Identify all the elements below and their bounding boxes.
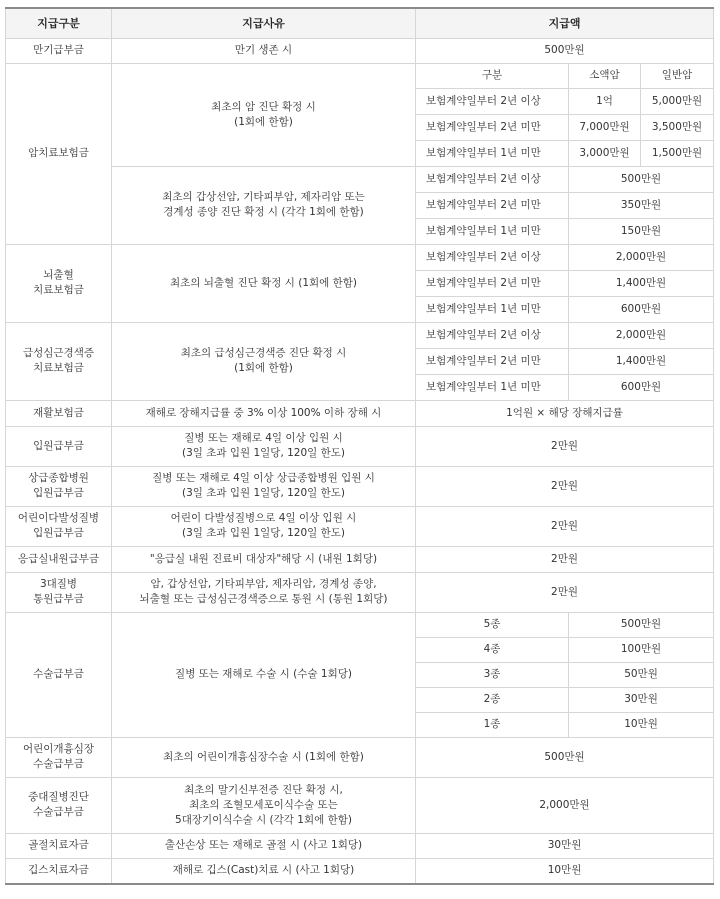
table-row-surgery <box>6 612 714 637</box>
reason-line: 최초의 암 진단 확정 시 <box>211 100 316 113</box>
reason-line: (3일 초과 입원 1일당, 120일 한도) <box>181 527 346 539</box>
amount-cell: 1,400만원 <box>569 348 714 374</box>
reason-line: 질병 또는 재해로 4일 이상 입원 시 <box>184 432 343 444</box>
table-row-rehab <box>6 400 714 426</box>
category-line: 급성심근경색증 <box>22 347 94 359</box>
category-cell <box>6 466 112 506</box>
category-cell: 만기급부금 <box>6 38 112 63</box>
header-reason: 지급사유 <box>112 8 416 38</box>
category-line: 통원급부금 <box>33 593 84 605</box>
header-amount: 지급액 <box>416 8 714 38</box>
period-cell: 보험계약일부터 2년 미만 <box>416 270 569 296</box>
reason-line: (1회에 한함) <box>234 115 293 128</box>
sub-header-small: 소액암 <box>569 63 641 88</box>
category-line: 입원급부금 <box>33 527 84 539</box>
table-row-fracture <box>6 833 714 858</box>
category-line: 어린이다발성질병 <box>17 512 100 524</box>
reason-cell: 만기 생존 시 <box>112 38 416 63</box>
reason-cell: 출산손상 또는 재해로 골절 시 (사고 1회당) <box>112 833 416 858</box>
period-cell: 보험계약일부터 2년 미만 <box>416 114 569 140</box>
table-row-child-disease <box>6 506 714 546</box>
reason-line: 최초의 갑상선암, 기타피부암, 제자리암 또는 <box>162 191 365 203</box>
amount-cell: 2만원 <box>416 466 714 506</box>
period-cell: 보험계약일부터 1년 미만 <box>416 296 569 322</box>
sub-header-general: 일반암 <box>641 63 714 88</box>
amount-cell: 500만원 <box>416 737 714 777</box>
reason-line: 질병 또는 재해로 4일 이상 상급종합병원 입원 시 <box>152 472 375 484</box>
amount-cell: 30만원 <box>416 833 714 858</box>
period-cell: 보험계약일부터 1년 미만 <box>416 218 569 244</box>
table-row-three-disease <box>6 572 714 612</box>
reason-cell <box>112 426 416 466</box>
period-cell: 보험계약일부터 1년 미만 <box>416 374 569 400</box>
general-cancer-amount: 1,500만원 <box>641 140 714 166</box>
small-cancer-amount: 7,000만원 <box>569 114 641 140</box>
amount-cell: 600만원 <box>569 296 714 322</box>
reason-line: 암, 갑상선암, 기타피부암, 제자리암, 경계성 종양, <box>150 578 377 590</box>
category-cell <box>6 572 112 612</box>
amount-cell: 2만원 <box>416 546 714 572</box>
category-cell <box>6 506 112 546</box>
reason-line: 최초의 조혈모세포이식수술 또는 <box>189 798 338 811</box>
category-cell: 입원급부금 <box>6 426 112 466</box>
amount-cell: 2만원 <box>416 572 714 612</box>
sub-header-period: 구분 <box>416 63 569 88</box>
period-cell: 보험계약일부터 2년 이상 <box>416 244 569 270</box>
reason-line: (3일 초과 입원 1일당, 120일 한도) <box>181 447 346 459</box>
reason-line: 5대장기이식수술 시 (각각 1회에 한함) <box>175 813 352 826</box>
reason-line: 최초의 급성심근경색증 진단 확정 시 <box>180 347 347 359</box>
table-row-cancer-subheader <box>6 63 714 88</box>
amount-cell: 150만원 <box>569 218 714 244</box>
amount-cell: 50만원 <box>569 662 714 687</box>
category-cell: 응급실내원급부금 <box>6 546 112 572</box>
amount-cell: 1억원 × 해당 장해지급률 <box>416 400 714 426</box>
table-row-hospital <box>6 426 714 466</box>
reason-line: (3일 초과 입원 1일당, 120일 한도) <box>181 487 346 499</box>
reason-cell: 최초의 뇌출혈 진단 확정 시 (1회에 한함) <box>112 244 416 322</box>
table-row-heart <box>6 322 714 348</box>
general-cancer-amount: 3,500만원 <box>641 114 714 140</box>
grade-cell: 5종 <box>416 612 569 637</box>
category-line: 어린이개흉심장 <box>22 743 94 755</box>
amount-cell: 2,000만원 <box>569 322 714 348</box>
category-cell: 수술급부금 <box>6 612 112 737</box>
grade-cell: 1종 <box>416 712 569 737</box>
period-cell: 보험계약일부터 2년 미만 <box>416 192 569 218</box>
table-row-cast <box>6 858 714 884</box>
category-cell: 재활보험금 <box>6 400 112 426</box>
amount-cell: 30만원 <box>569 687 714 712</box>
benefit-table-wrapper <box>5 7 713 885</box>
reason-cell: 재해로 장해지급률 중 3% 이상 100% 이하 장해 시 <box>112 400 416 426</box>
amount-cell: 500만원 <box>416 38 714 63</box>
period-cell: 보험계약일부터 2년 미만 <box>416 348 569 374</box>
reason-cell: 최초의 어린이개흉심장수술 시 (1회에 한함) <box>112 737 416 777</box>
table-row-child-heart <box>6 737 714 777</box>
table-row-cancer-minor <box>6 166 714 192</box>
reason-cell <box>112 166 416 244</box>
reason-cell: 재해로 깁스(Cast)치료 시 (사고 1회당) <box>112 858 416 884</box>
small-cancer-amount: 3,000만원 <box>569 140 641 166</box>
amount-cell: 2,000만원 <box>569 244 714 270</box>
reason-line: 최초의 말기신부전증 진단 확정 시, <box>184 783 343 796</box>
category-line: 중대질병진단 <box>28 791 89 803</box>
reason-cell <box>112 63 416 166</box>
reason-line: (1회에 한함) <box>234 362 293 374</box>
category-cell <box>6 737 112 777</box>
reason-line: 어린이 다발성질병으로 4일 이상 입원 시 <box>170 512 357 524</box>
amount-cell: 500만원 <box>569 166 714 192</box>
small-cancer-amount: 1억 <box>569 88 641 114</box>
period-cell: 보험계약일부터 2년 이상 <box>416 166 569 192</box>
amount-cell: 10만원 <box>416 858 714 884</box>
reason-cell <box>112 466 416 506</box>
benefit-table <box>5 7 714 885</box>
category-cell: 암치료보험금 <box>6 63 112 244</box>
category-line: 수술급부금 <box>33 806 84 818</box>
reason-cell <box>112 572 416 612</box>
period-cell: 보험계약일부터 2년 이상 <box>416 88 569 114</box>
table-row-general-hospital <box>6 466 714 506</box>
amount-cell: 1,400만원 <box>569 270 714 296</box>
reason-cell <box>112 506 416 546</box>
amount-cell: 100만원 <box>569 637 714 662</box>
category-cell <box>6 244 112 322</box>
amount-cell: 2만원 <box>416 426 714 466</box>
reason-cell <box>112 777 416 833</box>
category-line: 상급종합병원 <box>28 472 89 484</box>
period-cell: 보험계약일부터 2년 이상 <box>416 322 569 348</box>
category-cell: 깁스치료자금 <box>6 858 112 884</box>
grade-cell: 2종 <box>416 687 569 712</box>
reason-line: 경계성 종양 진단 확정 시 (각각 1회에 한함) <box>163 206 364 218</box>
category-cell <box>6 777 112 833</box>
table-row-serious <box>6 777 714 833</box>
header-row <box>6 8 714 38</box>
general-cancer-amount: 5,000만원 <box>641 88 714 114</box>
table-row-stroke <box>6 244 714 270</box>
reason-cell: "응급실 내원 진료비 대상자"해당 시 (내원 1회당) <box>112 546 416 572</box>
amount-cell: 600만원 <box>569 374 714 400</box>
category-cell <box>6 322 112 400</box>
category-line: 입원급부금 <box>33 487 84 499</box>
category-line: 수술급부금 <box>33 758 84 770</box>
table-row-maturity <box>6 38 714 63</box>
category-line: 치료보험금 <box>33 284 84 296</box>
table-row-emergency <box>6 546 714 572</box>
amount-cell: 500만원 <box>569 612 714 637</box>
amount-cell: 350만원 <box>569 192 714 218</box>
grade-cell: 3종 <box>416 662 569 687</box>
category-line: 뇌출혈 <box>43 269 74 281</box>
period-cell: 보험계약일부터 1년 미만 <box>416 140 569 166</box>
amount-cell: 2,000만원 <box>416 777 714 833</box>
header-category: 지급구분 <box>6 8 112 38</box>
reason-line: 뇌출혈 또는 급성심근경색증으로 통원 시 (통원 1회당) <box>139 593 388 605</box>
reason-cell: 질병 또는 재해로 수술 시 (수술 1회당) <box>112 612 416 737</box>
amount-cell: 10만원 <box>569 712 714 737</box>
grade-cell: 4종 <box>416 637 569 662</box>
amount-cell: 2만원 <box>416 506 714 546</box>
category-cell: 골절치료자금 <box>6 833 112 858</box>
category-line: 3대질병 <box>39 578 78 590</box>
reason-cell <box>112 322 416 400</box>
category-line: 치료보험금 <box>33 362 84 374</box>
